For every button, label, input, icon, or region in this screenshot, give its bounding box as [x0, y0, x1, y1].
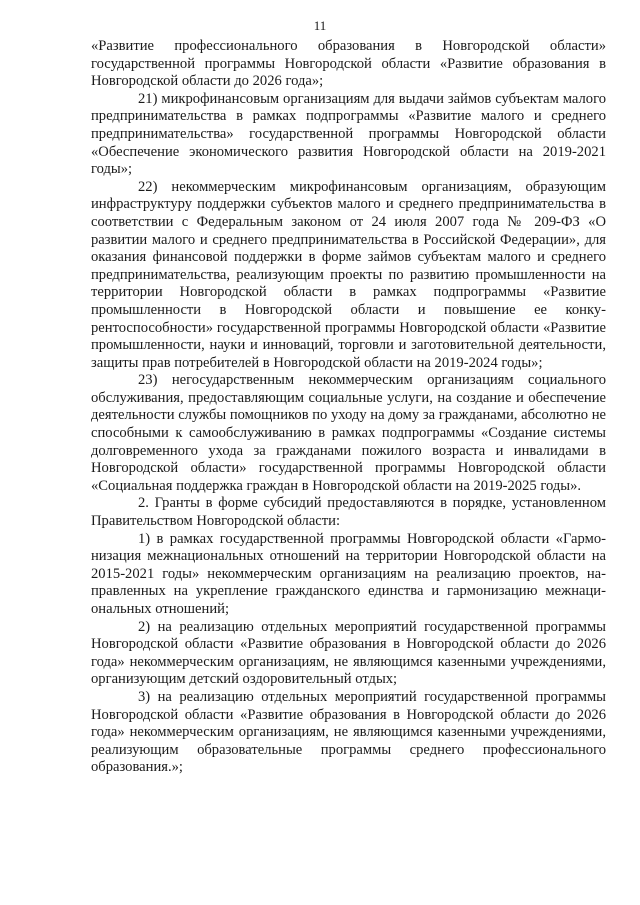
- paragraph-section-2: 2. Гранты в форме субсидий предоставляются в порядке, установленном Правительством Новгородской области:: [91, 495, 606, 530]
- document-body: [91, 38, 606, 777]
- paragraph-subitem-1: 1) в рамках государственной программы Новгородской области «Гармонизация межнациональных отношений на территории Новгородской области на 2015-2021 годы» некоммерческим организациям на реализацию проектов, направленных на укрепление гражданского единства и гармонизацию межнациональных отношений;: [91, 530, 606, 617]
- paragraph-item-23: 23) негосударственным некоммерческим организациям социального обслуживания, предоставляющим социальные услуги, на создание и обеспечение деятельности службы помощников по уходу на дому за гражданами, абсолютно не способными к самообслуживанию в рамках подпрограммы «Создание системы долговременного ухода за гражданами пожилого возраста и инвалидами в Новгородской области» государственной программы Новгородской области «Социальная поддержка граждан в Новгородской области на 2019-2025 годы».: [91, 372, 606, 494]
- paragraph-subitem-3: 3) на реализацию отдельных мероприятий государственной программы Новгородской области «Развитие образования в Новгородской области до 2026 года» некоммерческим организациям, не являющимся казенными учреждениями, реализующим образовательные программы среднего профессионального образования.»;: [91, 688, 606, 776]
- paragraph-program-continuation: «Развитие профессионального образования в Новгородской области» государственной программы Новгородской области «Развитие образования в Новгородской области до 2026 года»;: [91, 38, 606, 90]
- page-number: 11: [313, 18, 327, 33]
- paragraph-subitem-2: 2) на реализацию отдельных мероприятий государственной программы Новгородской области «Развитие образования в Новгородской области до 2026 года» некоммерческим организациям, не являющимся казенными учреждениями, организующим детский оздоровительный отдых;: [91, 618, 606, 688]
- paragraph-item-21: 21) микрофинансовым организациям для выдачи займов субъектам малого предпринимательства в рамках подпрограммы «Развитие малого и среднего предпринимательства» государственной программы Новгородской области «Обеспечение экономического развития Новгородской области на 2019-2021 годы»;: [91, 90, 606, 178]
- paragraph-item-22: 22) некоммерческим микрофинансовым организациям, образующим инфраструктуру поддержки субъектов малого и среднего предпринимательства в соответствии с Федеральным законом от 24 июля 2007 года № 209-ФЗ «О развитии малого и среднего предпринимательства в Российской Федерации», для оказания финансовой поддержки в форме займов субъектам малого и среднего предпринимательства, реализующим проекты по развитию промышленности на территории Новгородской области в рамках подпрограммы «Развитие промышленности в Новгородской области и повышение ее конкурентоспособности» государственной программы Новгородской области «Развитие промышленности, науки и инноваций, торговли и заготовительной деятельности, защиты прав потребителей в Новгородской области на 2019-2024 годы»;: [91, 178, 606, 371]
